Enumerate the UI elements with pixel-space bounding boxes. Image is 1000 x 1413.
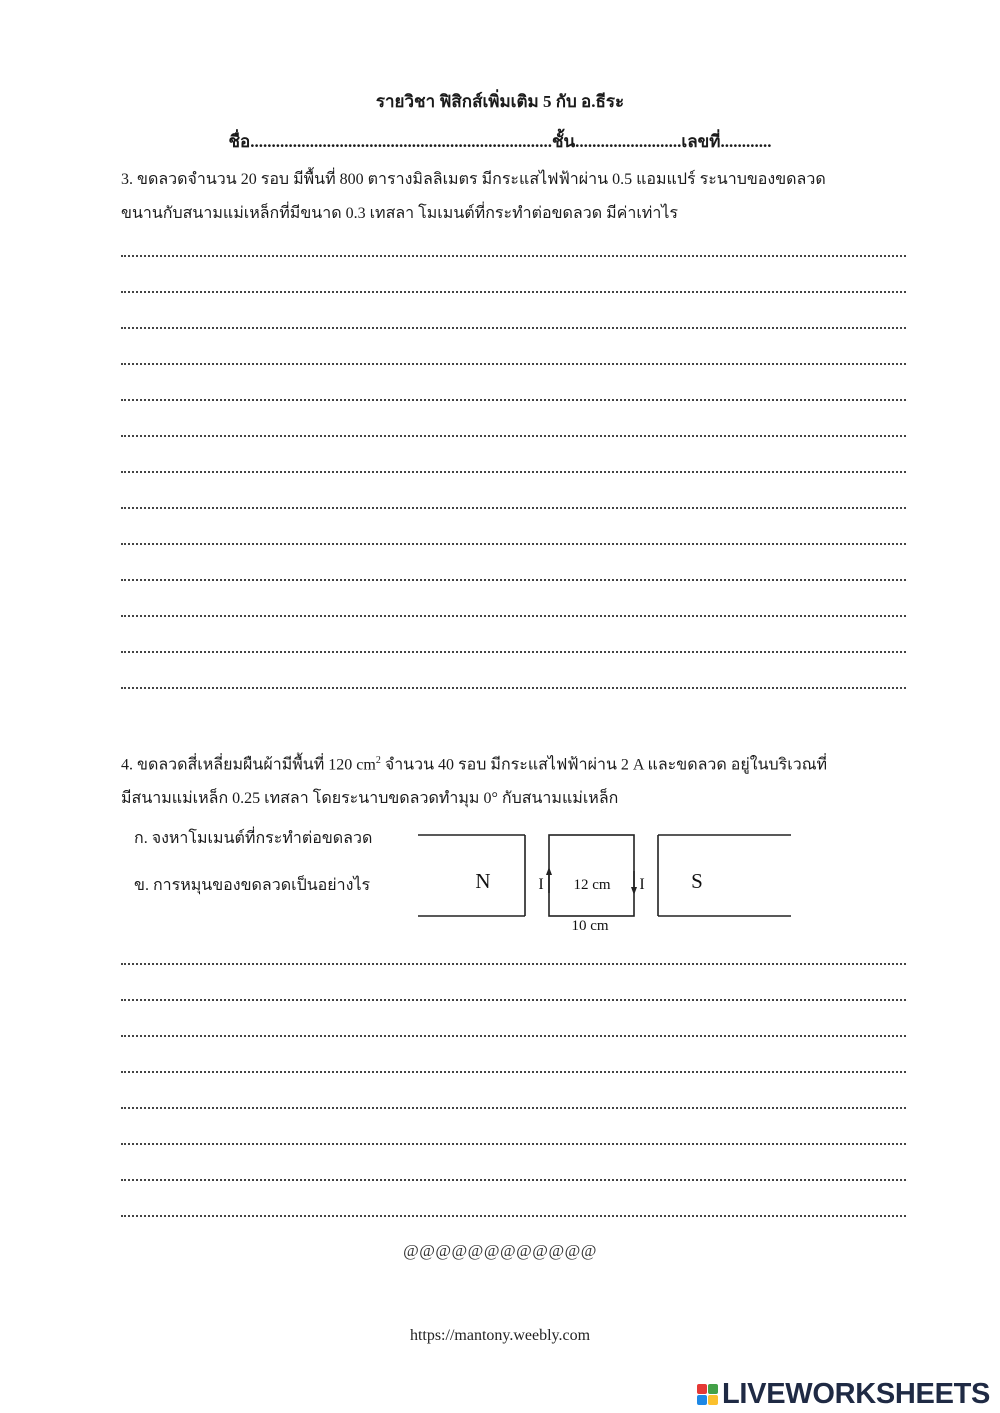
answer-line[interactable] xyxy=(121,1107,906,1109)
magnet-coil-diagram xyxy=(410,825,800,940)
answer-line[interactable] xyxy=(121,1143,906,1145)
answer-line[interactable] xyxy=(121,1215,906,1217)
question-4-line-1-text: 4. ขดลวดสี่เหลี่ยมผืนผ้ามีพื้นที่ 120 cm xyxy=(121,756,376,774)
coil-width-label: 10 cm xyxy=(571,918,609,934)
question-4-part-b: ข. การหมุนของขดลวดเป็นอย่างไร xyxy=(134,877,371,894)
liveworksheets-logo xyxy=(697,1378,990,1411)
superscript-2: 2 xyxy=(375,755,381,766)
answer-line[interactable] xyxy=(121,327,906,329)
answer-line[interactable] xyxy=(121,687,906,689)
current-down-arrow-icon xyxy=(631,887,637,895)
answer-line[interactable] xyxy=(121,1035,906,1037)
answer-line[interactable] xyxy=(121,1179,906,1181)
question-4-line-2: มีสนามแม่เหล็ก 0.25 เทสลา โดยระนาบขดลวดทำมุม 0° กับสนามแม่เหล็ก xyxy=(121,790,619,807)
source-url: https://mantony.weebly.com xyxy=(409,1327,591,1344)
logo-square-green xyxy=(708,1384,718,1394)
liveworksheets-icon xyxy=(697,1384,718,1405)
north-pole-label: N xyxy=(475,869,491,893)
answer-line[interactable] xyxy=(121,435,906,437)
answer-line[interactable] xyxy=(121,543,906,545)
south-pole-label: S xyxy=(691,869,703,893)
coil-height-label: 12 cm xyxy=(573,877,611,893)
answer-line[interactable] xyxy=(121,471,906,473)
answer-line[interactable] xyxy=(121,399,906,401)
question-4-line-1 xyxy=(121,751,911,775)
current-up-arrow-icon xyxy=(546,867,552,875)
question-3-line-2: ขนานกับสนามแม่เหล็กที่มีขนาด 0.3 เทสลา โมเมนต์ที่กระทำต่อขดลวด มีค่าเท่าไร xyxy=(121,205,678,222)
question-4-line-1-rest: จำนวน 40 รอบ มีกระแสไฟฟ้าผ่าน 2 A และขดลวด อยู่ในบริเวณที่ xyxy=(380,756,828,774)
end-separator: @@@@@@@@@@@@ xyxy=(403,1241,597,1260)
answer-line[interactable] xyxy=(121,363,906,365)
question-4-part-a: ก. จงหาโมเมนต์ที่กระทำต่อขดลวด xyxy=(134,830,373,847)
liveworksheets-wordmark: LIVEWORKSHEETS xyxy=(722,1378,991,1410)
answer-line[interactable] xyxy=(121,579,906,581)
answer-line[interactable] xyxy=(121,291,906,293)
coil-rectangle xyxy=(549,835,634,916)
answer-line[interactable] xyxy=(121,651,906,653)
logo-square-red xyxy=(697,1384,707,1394)
answer-line[interactable] xyxy=(121,507,906,509)
worksheet-title: รายวิชา ฟิสิกส์เพิ่มเติม 5 กับ อ.ธีระ xyxy=(375,92,625,111)
answer-line[interactable] xyxy=(121,255,906,257)
answer-line[interactable] xyxy=(121,615,906,617)
student-info-line: ชื่อ.......................................................................ชั้น.........................เลขที่............ xyxy=(228,132,772,151)
answer-line[interactable] xyxy=(121,1071,906,1073)
answer-line[interactable] xyxy=(121,999,906,1001)
logo-square-yellow xyxy=(708,1395,718,1405)
current-label-right: I xyxy=(639,876,645,893)
logo-square-blue xyxy=(697,1395,707,1405)
answer-line[interactable] xyxy=(121,963,906,965)
current-label-left: I xyxy=(538,876,544,893)
question-3-line-1: 3. ขดลวดจำนวน 20 รอบ มีพื้นที่ 800 ตารางมิลลิเมตร มีกระแสไฟฟ้าผ่าน 0.5 แอมแปร์ ระนาบของขดลวด xyxy=(121,171,826,188)
